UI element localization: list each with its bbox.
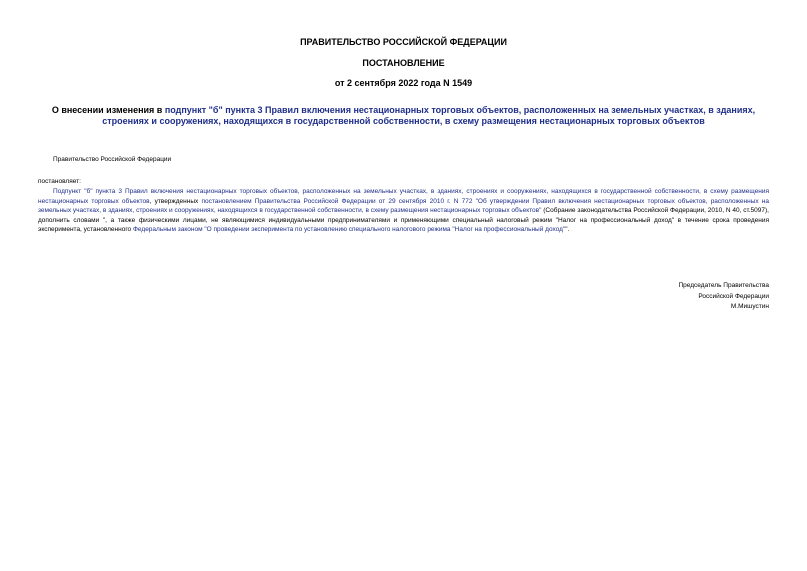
paragraph-text-3: ". [565, 226, 570, 233]
government-heading: ПРАВИТЕЛЬСТВО РОССИЙСКОЙ ФЕДЕРАЦИИ [300, 37, 507, 47]
document-date-number: от 2 сентября 2022 года N 1549 [334, 78, 473, 88]
resolves-label: постановляет: [38, 178, 81, 185]
paragraph-text-2: (Собрание законодательства Российской Федерации, 2010, N 40, ст.5097), дополнить словами ", а также физическими лицами, не являющимися индивидуальными предпринимателями и применяющими специальный налоговый режим "Налог на профессиональный доход" в течение срока проведения эксперимента, установленного [38, 207, 769, 233]
federal-law-link[interactable]: Федеральным законом "О проведении эксперимента по установлению специального налогового режима "Налог на профессиональный доход" [132, 226, 566, 233]
document-type-heading: ПОСТАНОВЛЕНИЕ [362, 58, 445, 68]
resolution-paragraph [38, 187, 769, 235]
subparagraph-link[interactable]: Подпункт "б" пункта 3 Правил включения нестационарных торговых объектов, расположенных на земельных участках, в зданиях, строениях и сооружениях, находящихся в государственной собственности, в схему размещения нестационарных торговых объектов [38, 188, 769, 205]
decree-772-link[interactable]: постановлением Правительства Российской Федерации от 29 сентября 2010 г. N 772 "Об утверждении Правил включения нестационарных торговых объектов, расположенных на земельных участках, в зданиях, строениях и сооружениях, находящихся в государственной собственности, в схему размещения нестационарных торговых объектов" [38, 197, 769, 214]
document-title [50, 105, 757, 127]
signature-position: Председатель Правительства [678, 282, 769, 289]
signature-name: М.Мишустин [730, 303, 769, 310]
signature-block [678, 281, 769, 313]
title-prefix: О внесении изменения в [51, 105, 165, 115]
issuing-authority: Правительство Российской Федерации [53, 156, 172, 163]
title-link[interactable]: подпункт "б" пункта 3 Правил включения нестационарных торговых объектов, расположенных на земельных участках, в зданиях, строениях и сооружениях, находящихся в государственной собственности, в схему размещения нестационарных торговых объектов [102, 105, 756, 126]
signature-organization: Российской Федерации [698, 292, 769, 300]
paragraph-text-1: , утвержденных [149, 197, 202, 205]
